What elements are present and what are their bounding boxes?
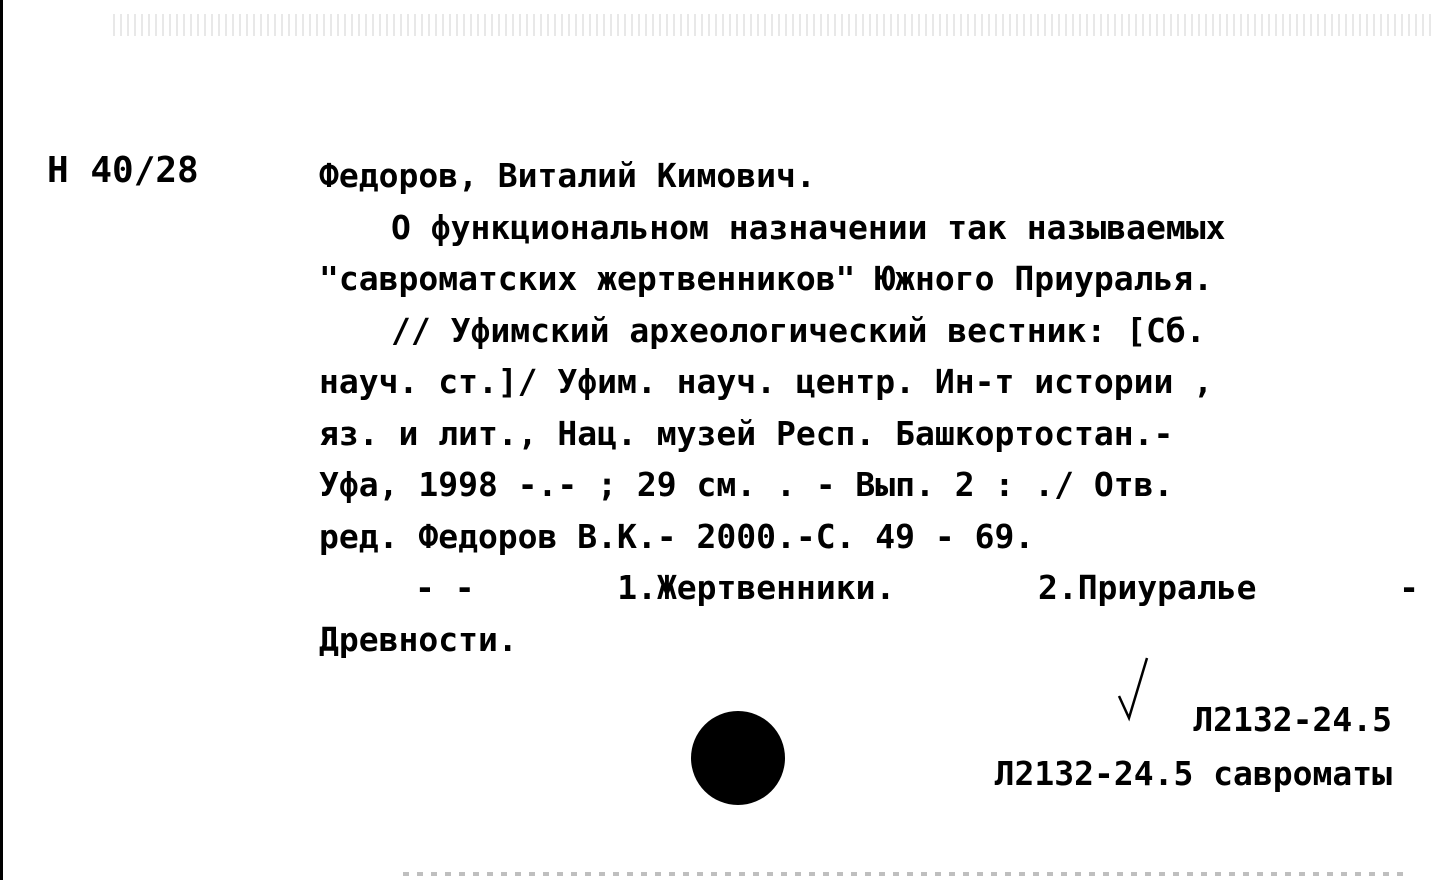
subject-headings [319, 562, 1419, 614]
scan-noise-top [113, 14, 1433, 36]
title-line [319, 202, 1427, 254]
source-line: // Уфимский археологический вестник: [Сб. [391, 310, 1206, 350]
title-line: "савроматских жертвенников" Южного Приуралья. [319, 259, 1214, 298]
subject-continuation: Древности. [319, 619, 518, 659]
title-line-text: О функциональном назначении так называемых [391, 207, 1226, 247]
punch-hole [691, 711, 785, 805]
source-line: ред. Федоров В.К.- 2000.-С. 49 - 69. [319, 516, 1035, 556]
classmark-subject: Л2132-24.5 савроматы [994, 754, 1392, 793]
bibliographic-entry [319, 150, 1427, 665]
source-line: Уфа, 1998 -.- ; 29 см. . - Вып. 2 : ./ Отв. [319, 465, 1174, 504]
author-heading: Федоров, Виталий Кимович. [319, 156, 816, 195]
scan-noise-bottom [403, 872, 1403, 876]
subject-1: 1.Жертвенники. [617, 568, 896, 607]
checkmark-icon [1115, 656, 1151, 724]
source-line: яз. и лит., Нац. музей Респ. Башкортостан.- [319, 413, 1174, 453]
subject-2: 2.Приуралье [1037, 568, 1257, 607]
classmark-checked: Л2132-24.5 [1193, 700, 1392, 739]
subject-dashes: - - [415, 568, 475, 607]
source-line: науч. ст.]/ Уфим. науч. центр. Ин-т истории , [319, 362, 1214, 401]
subject-trailing-dash: - [1399, 568, 1419, 607]
shelfmark: Н 40/28 [47, 150, 199, 191]
